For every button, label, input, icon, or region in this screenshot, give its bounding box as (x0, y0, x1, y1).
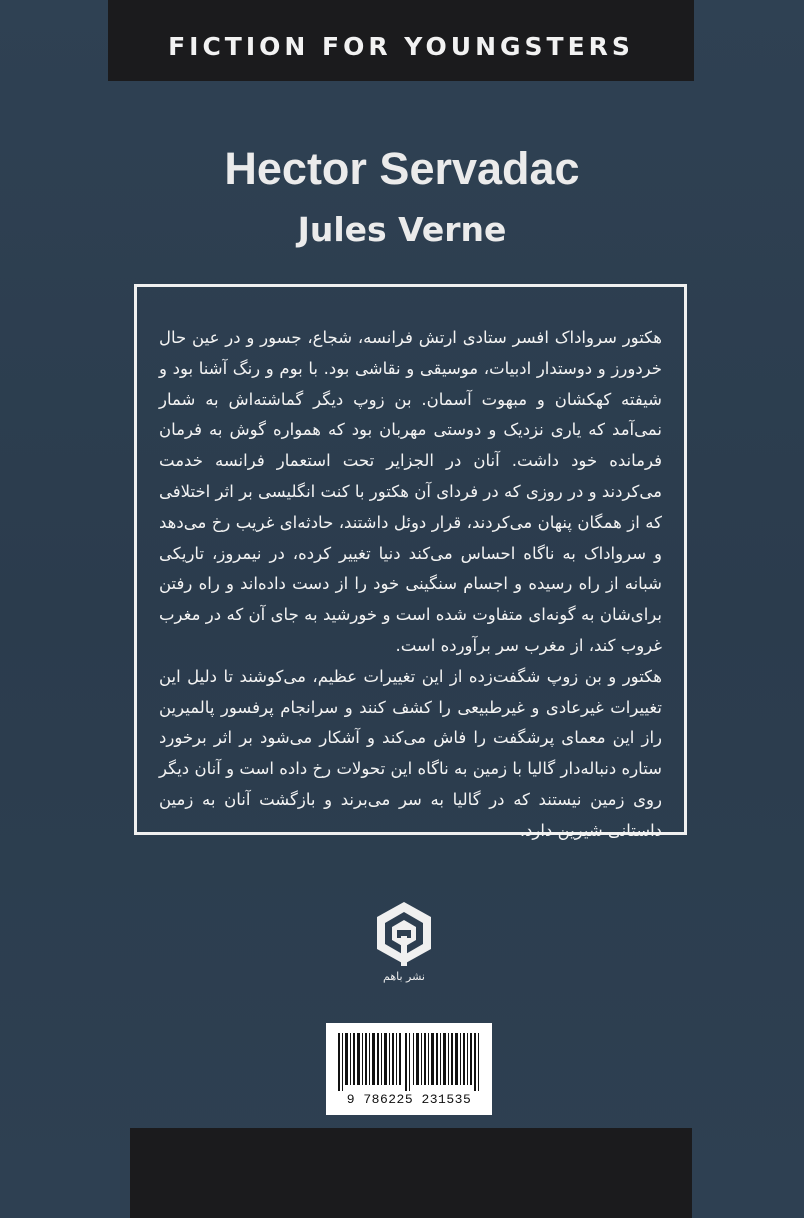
barcode-bars (336, 1033, 482, 1091)
publisher-logo-icon (373, 900, 435, 968)
bottom-banner (130, 1128, 692, 1218)
blurb-paragraph-2: هکتور و بن زوپ شگفت‌زده از این تغییرات عظیم، می‌کوشند تا دلیل این تغییرات غیرعادی و غیرطبیعی را کشف کنند و سرانجام پرفسور پالمیرین راز این معمای پرشگفت را فاش می‌کند و آشکار می‌شود بر اثر برخورد ستاره دنباله‌دار گالیا با زمین به ناگاه این تحولات رخ داده است و آنان دیگر روی زمین نیستند که در گالیا به سر می‌برند و بازگشت آنان به زمین داستانی شیرین دارد. (159, 666, 662, 840)
blurb-frame (134, 284, 687, 840)
book-title: Hector Servadac (224, 143, 580, 194)
isbn-number: 9 786225 231535 (346, 1092, 472, 1107)
publisher-name: نشر باهم (383, 970, 425, 983)
isbn-barcode (326, 1023, 492, 1115)
publisher-logo (369, 900, 439, 1000)
series-label: FICTION FOR YOUNGSTERS (168, 32, 634, 61)
book-author: Jules Verne (297, 210, 507, 249)
blurb-paragraph-1: هکتور سرواداک افسر ستادی ارتش فرانسه، شجاع، جسور و در عین حال خردورز و دوستدار ادبیات، موسیقی و نقاشی بود. با بوم و رنگ آشنا بود و شیفته کهکشان و مبهوت آسمان. بن زوپ دیگر گماشته‌اش به شمار نمی‌آمد که یاری نزدیک و دوستی مهربان بود که همواره گوش به فرمان فرمانده خود داشت. آنان در الجزایر تحت استعمار فرانسه خدمت می‌کردند و در روزی که در فردای آن هکتور با کنت انگلیسی بر اثر اختلافی که از همگان پنهان می‌کردند، قرار دوئل داشتند، حادثه‌ای غریب رخ می‌دهد و سرواداک به ناگاه احساس می‌کند دنیا تغییر کرده، در نیمروز، تاریکی شبانه از راه رسیده و اجسام سنگینی خود را از دست داده‌اند و راه رفتن برای‌شان به گونه‌ای متفاوت شده است و خورشید به جای آن که در مغرب غروب کند، از مغرب سر برآورده است. (159, 328, 662, 655)
series-banner (108, 0, 694, 81)
blurb-text (159, 323, 662, 847)
